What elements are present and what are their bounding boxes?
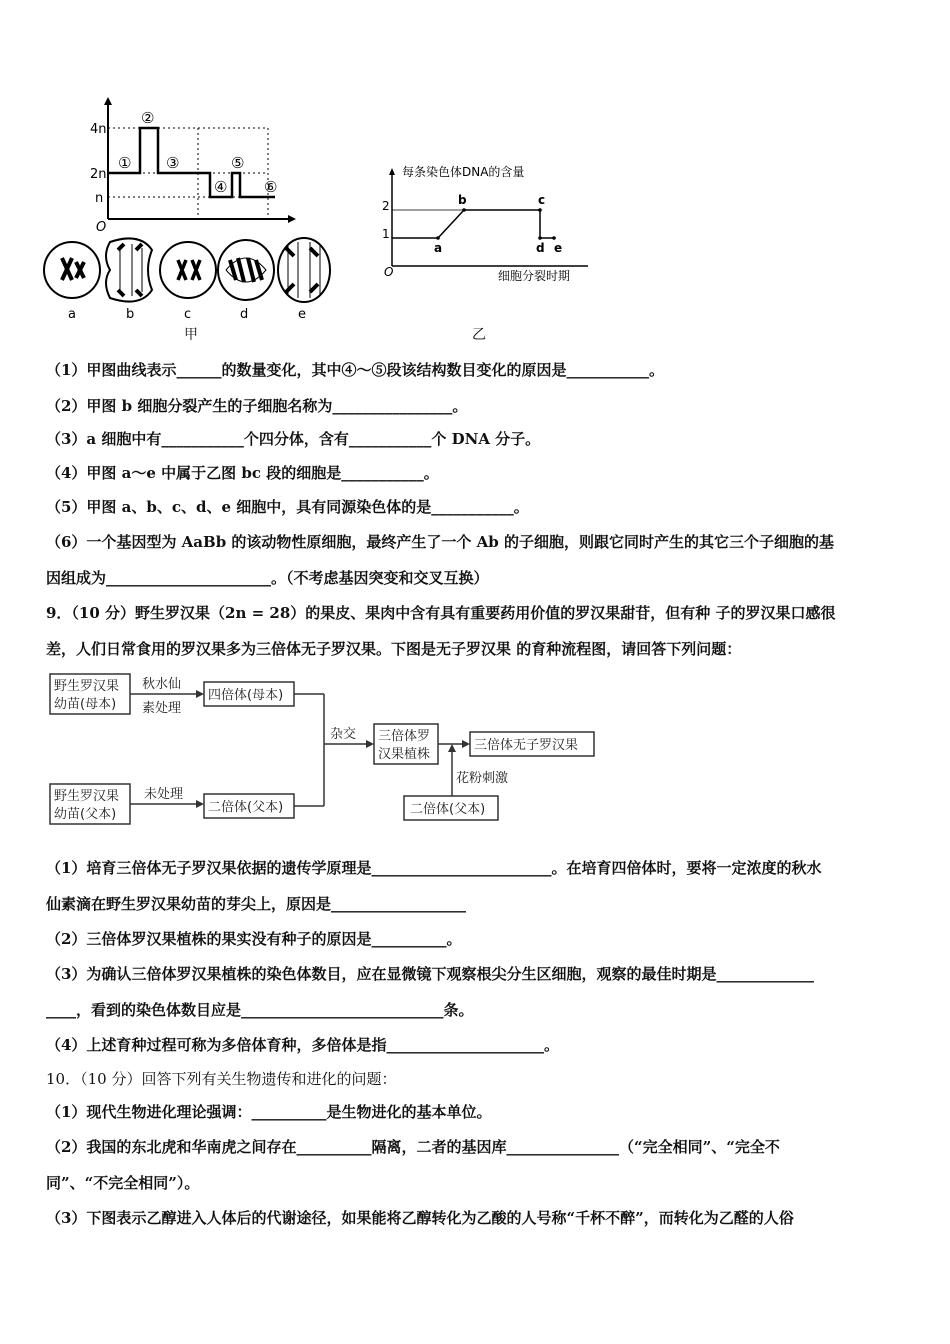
cell-a [44, 242, 100, 298]
colchicine-line1: 秋水仙 [142, 677, 182, 692]
colchicine-line2: 素处理 [142, 701, 182, 716]
q10-q2-line2: 同”、“不完全相同”）。 [46, 1174, 200, 1192]
point-label-d: d [536, 241, 545, 255]
point-label-e: e [554, 241, 563, 255]
stage-mark-3: ③ [166, 154, 180, 172]
cell-label-a: a [68, 307, 76, 322]
q8-q6-line2: 因组成为______________________。（不考虑基因突变和交叉互换） [46, 569, 489, 587]
cross-label: 杂交 [330, 727, 357, 742]
stage-mark-6: ⑥ [264, 178, 278, 196]
q8-q4: （4）甲图 a～e 中属于乙图 bc 段的细胞是___________。 [46, 464, 439, 482]
figure-yi-caption: 乙 [472, 327, 486, 343]
cell-c [160, 242, 216, 298]
diploid-father-2: 二倍体(父本) [410, 802, 486, 817]
figure-jia-caption: 甲 [184, 327, 198, 343]
q10-q1: （1）现代生物进化理论强调：__________是生物进化的基本单位。 [46, 1103, 492, 1121]
q8-q2: （2）甲图 b 细胞分裂产生的子细胞名称为________________。 [46, 397, 468, 415]
figure-yi-chart [378, 160, 598, 290]
figure-jia-cells [40, 232, 340, 322]
point-label-b: b [458, 193, 467, 207]
cell-d [218, 240, 274, 300]
cell-label-c: c [184, 307, 192, 322]
triploid-line1: 三倍体罗 [378, 729, 431, 744]
q10-q2-line1: （2）我国的东北虎和华南虎之间存在__________隔离，二者的基因库_______________（“完全相同”、“完全不 [46, 1138, 780, 1156]
origin-label: O [96, 220, 107, 235]
wild-father-line2: 幼苗(父本) [54, 807, 117, 822]
cell-e [278, 238, 330, 302]
origin-label-yi: O [384, 265, 394, 279]
stage-mark-5: ⑤ [231, 154, 245, 172]
y-label-2n: 2n [90, 167, 107, 182]
q10-q3: （3）下图表示乙醇进入人体后的代谢途径，如果能将乙醇转化为乙酸的人号称“千杯不醉”，而转化为乙醛的人俗 [46, 1209, 794, 1227]
stage-mark-2: ② [141, 109, 155, 127]
wild-mother-line1: 野生罗汉果 [54, 679, 120, 694]
q8-q1: （1）甲图曲线表示______的数量变化，其中④～⑤段该结构数目变化的原因是___________。 [46, 361, 664, 379]
q8-q3: （3）a 细胞中有___________个四分体，含有___________个 DNA 分子。 [46, 430, 541, 448]
triploid-line2: 汉果植株 [378, 747, 431, 762]
wild-mother-line2: 幼苗(母本) [54, 697, 117, 712]
y-tick-2: 2 [382, 199, 390, 213]
y-tick-1: 1 [382, 227, 390, 241]
point-e [552, 236, 556, 240]
q9-q2: （2）三倍体罗汉果植株的果实没有种子的原因是__________。 [46, 930, 462, 948]
x-axis-title: 细胞分裂时期 [498, 269, 571, 283]
point-label-c: c [538, 193, 546, 207]
cell-label-d: d [240, 307, 249, 322]
q9-stem-line1: 9．（10 分）野生罗汉果（2n = 28）的果皮、果肉中含有具有重要药用价值的罗汉果甜苷，但有种 子的罗汉果口感很 [46, 604, 836, 622]
dna-content-line [392, 210, 554, 238]
y-label-4n: 4n [90, 122, 107, 137]
point-c [538, 208, 542, 212]
figure-jia-graph [80, 95, 300, 235]
y-axis-title: 每条染色体DNA的含量 [402, 165, 525, 179]
cell-label-e: e [298, 307, 306, 322]
wild-father-line1: 野生罗汉果 [54, 789, 120, 804]
q8-q5: （5）甲图 a、b、c、d、e 细胞中，具有同源染色体的是___________。 [46, 498, 529, 516]
untreated-label: 未处理 [144, 787, 184, 802]
stage-mark-1: ① [118, 154, 132, 172]
tetraploid-mother: 四倍体(母本) [208, 688, 284, 703]
diploid-father: 二倍体(父本) [208, 800, 284, 815]
q9-q3-line2: ____，看到的染色体数目应是___________________________条。 [46, 1001, 474, 1019]
q9-q1-line2: 仙素滴在野生罗汉果幼苗的芽尖上，原因是__________________ [46, 895, 467, 913]
q8-q6-line1: （6）一个基因型为 AaBb 的该动物性原细胞，最终产生了一个 Ab 的子细胞，则跟它同时产生的其它三个子细胞的基 [46, 533, 834, 551]
breeding-flowchart [46, 668, 606, 828]
cell-label-b: b [126, 307, 135, 322]
pollen-stimulation: 花粉刺激 [456, 771, 509, 786]
q9-q3-line1: （3）为确认三倍体罗汉果植株的染色体数目，应在显微镜下观察根尖分生区细胞，观察的最佳时期是_____________ [46, 965, 814, 983]
point-a [436, 236, 440, 240]
point-d [538, 236, 542, 240]
q9-q4: （4）上述育种过程可称为多倍体育种，多倍体是指_____________________。 [46, 1036, 559, 1054]
cell-b [106, 238, 152, 301]
q9-stem-line2: 差，人们日常食用的罗汉果多为三倍体无子罗汉果。下图是无子罗汉果 的育种流程图，请回答下列问题： [46, 640, 742, 658]
seedless-triploid: 三倍体无子罗汉果 [474, 738, 579, 753]
q10-stem: 10．（10 分）回答下列有关生物遗传和进化的问题： [46, 1070, 397, 1088]
point-label-a: a [434, 241, 443, 255]
q9-q1-line1: （1）培育三倍体无子罗汉果依据的遗传学原理是________________________。在培育四倍体时，要将一定浓度的秋水 [46, 859, 822, 877]
stage-mark-4: ④ [214, 178, 228, 196]
y-label-n: n [95, 191, 104, 206]
